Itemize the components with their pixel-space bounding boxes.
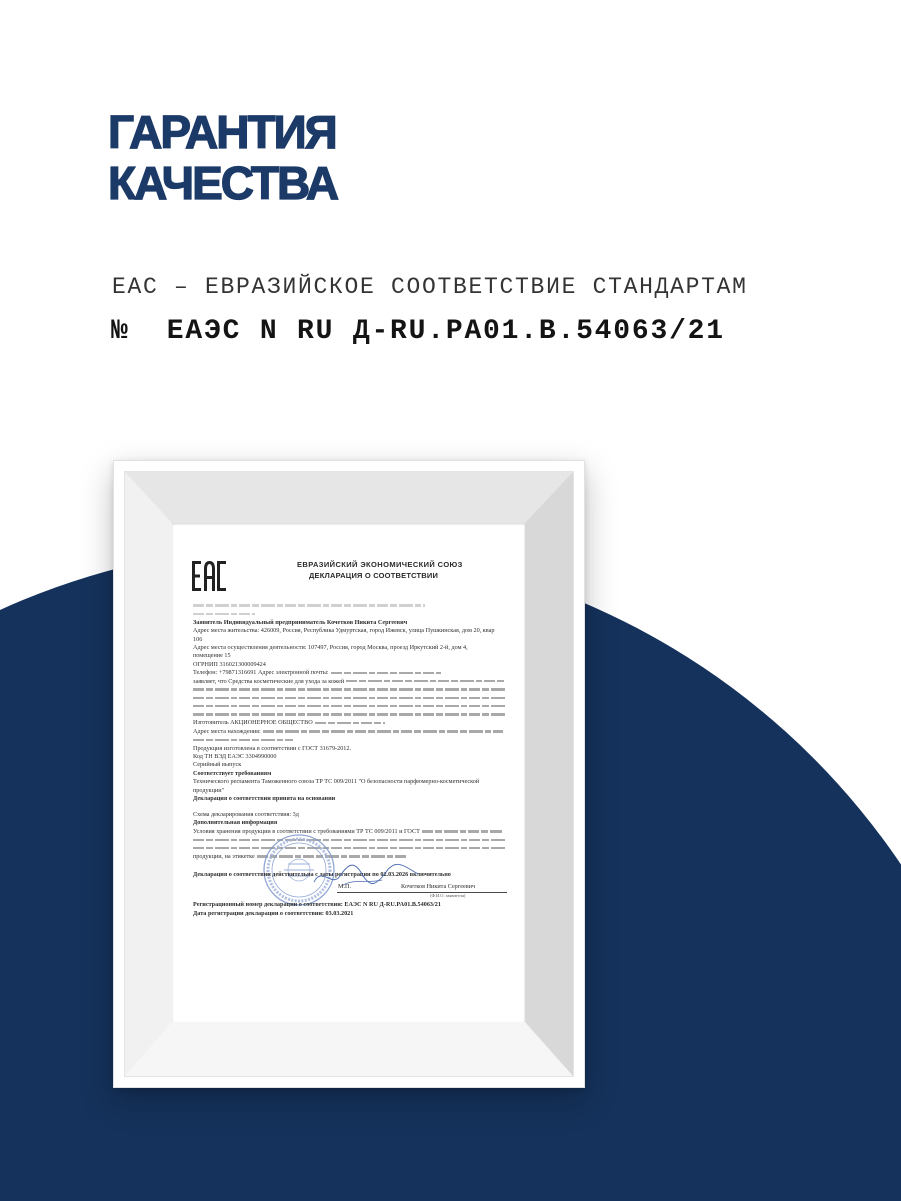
document-line: Технического регламента Таможенного союза ТР ТС 009/2011 "О безопасности парфюмерно-косметической	[193, 778, 480, 786]
illegible-text-line	[193, 845, 509, 853]
signatory-name: Кочетков Никита Сергеевич	[401, 883, 476, 890]
document-line: Продукция изготовлена в соответствии с ГОСТ 31679-2012.	[193, 744, 352, 752]
document-line: продукции"	[193, 786, 225, 794]
eac-subtitle: EAC – ЕВРАЗИЙСКОЕ СООТВЕТСТВИЕ СТАНДАРТАМ	[112, 274, 748, 300]
document-line-with-illegible	[193, 669, 509, 677]
document-line: Схема декларирования соответствия: 3д	[193, 810, 299, 818]
picture-frame	[113, 460, 585, 1088]
document-line-with-illegible	[193, 828, 509, 836]
illegible-text-line	[193, 610, 509, 618]
document-line-text: Условия хранения продукции в соответствии с требованиями ТР ТС 009/2011 и ГОСТ	[193, 827, 420, 835]
document-line-text: заявляет, что Средства косметические для ухода за кожей	[193, 677, 345, 685]
document-line: Соответствует требованиям	[193, 769, 272, 777]
eac-mark-icon	[192, 561, 226, 591]
illegible-text-line	[193, 602, 509, 610]
document-union-heading: ЕВРАЗИЙСКИЙ ЭКОНОМИЧЕСКИЙ СОЮЗ	[297, 560, 463, 569]
document-line: Дополнительная информация	[193, 819, 278, 827]
document-line-with-illegible	[193, 719, 509, 727]
document-line-text: Адрес места нахождения:	[193, 727, 261, 735]
illegible-text-line	[193, 711, 509, 719]
document-line-text: Изготовитель АКЦИОНЕРНОЕ ОБЩЕСТВО	[193, 719, 313, 727]
document-body	[193, 602, 509, 861]
document-line: Код ТН ВЭД ЕАЭС 3304990000	[193, 753, 277, 761]
title-line-1: ГАРАНТИЯ	[108, 106, 336, 158]
frame-mat	[125, 472, 573, 1076]
illegible-text-line	[193, 703, 509, 711]
document-line: Заявитель Индивидуальный предприниматель Кочетков Никита Сергеевич	[193, 618, 408, 626]
signatory-caption: (Ф.И.О. заявителя)	[430, 893, 466, 898]
illegible-text-line	[193, 736, 509, 744]
declaration-document	[172, 523, 525, 1022]
document-line-with-illegible	[193, 728, 509, 736]
registration-date: Дата регистрации декларации о соответствии: 03.03.2021	[193, 910, 354, 917]
document-line: помещение 15	[193, 652, 231, 660]
document-line: ОГРНИП 316021300009424	[193, 660, 266, 668]
document-line-text: продукции, на этикетке	[193, 852, 255, 860]
document-line: Декларация о соответствии принята на основании	[193, 794, 336, 802]
document-line: Адрес места жительства: 426009, Россия, Республика Удмуртская, город Ижевск, улица Пушкинская, дом 20, квар	[193, 627, 495, 635]
stamp-place-label: М.П.	[338, 883, 352, 890]
document-gap	[193, 803, 509, 811]
signature-underline	[337, 892, 507, 893]
document-declaration-heading: ДЕКЛАРАЦИЯ О СООТВЕТСТВИИ	[309, 571, 439, 580]
registration-number: Регистрационный номер декларации о соответствии: ЕАЭС N RU Д-RU.PA01.B.54063/21	[193, 901, 441, 908]
title-line-2: КАЧЕСТВА	[108, 157, 338, 209]
validity-statement: Декларация о соответствии действительна с даты регистрации по 02.03.2026 включительно	[193, 871, 451, 878]
document-line: Серийный выпуск	[193, 761, 242, 769]
page-title	[108, 107, 337, 209]
document-line: 106	[193, 635, 203, 643]
illegible-text-line	[193, 686, 509, 694]
document-line-with-illegible	[193, 678, 509, 686]
illegible-text-line	[193, 836, 509, 844]
document-line: Адрес места осуществления деятельности: 107497, Россия, город Москва, проезд Иркутский 2-й, дом 4,	[193, 643, 468, 651]
document-line-text: Телефон: +79871316691 Адрес электронной почты:	[193, 669, 329, 677]
illegible-text-line	[193, 694, 509, 702]
declaration-number: № ЕАЭС N RU Д-RU.PA01.B.54063/21	[111, 316, 725, 347]
